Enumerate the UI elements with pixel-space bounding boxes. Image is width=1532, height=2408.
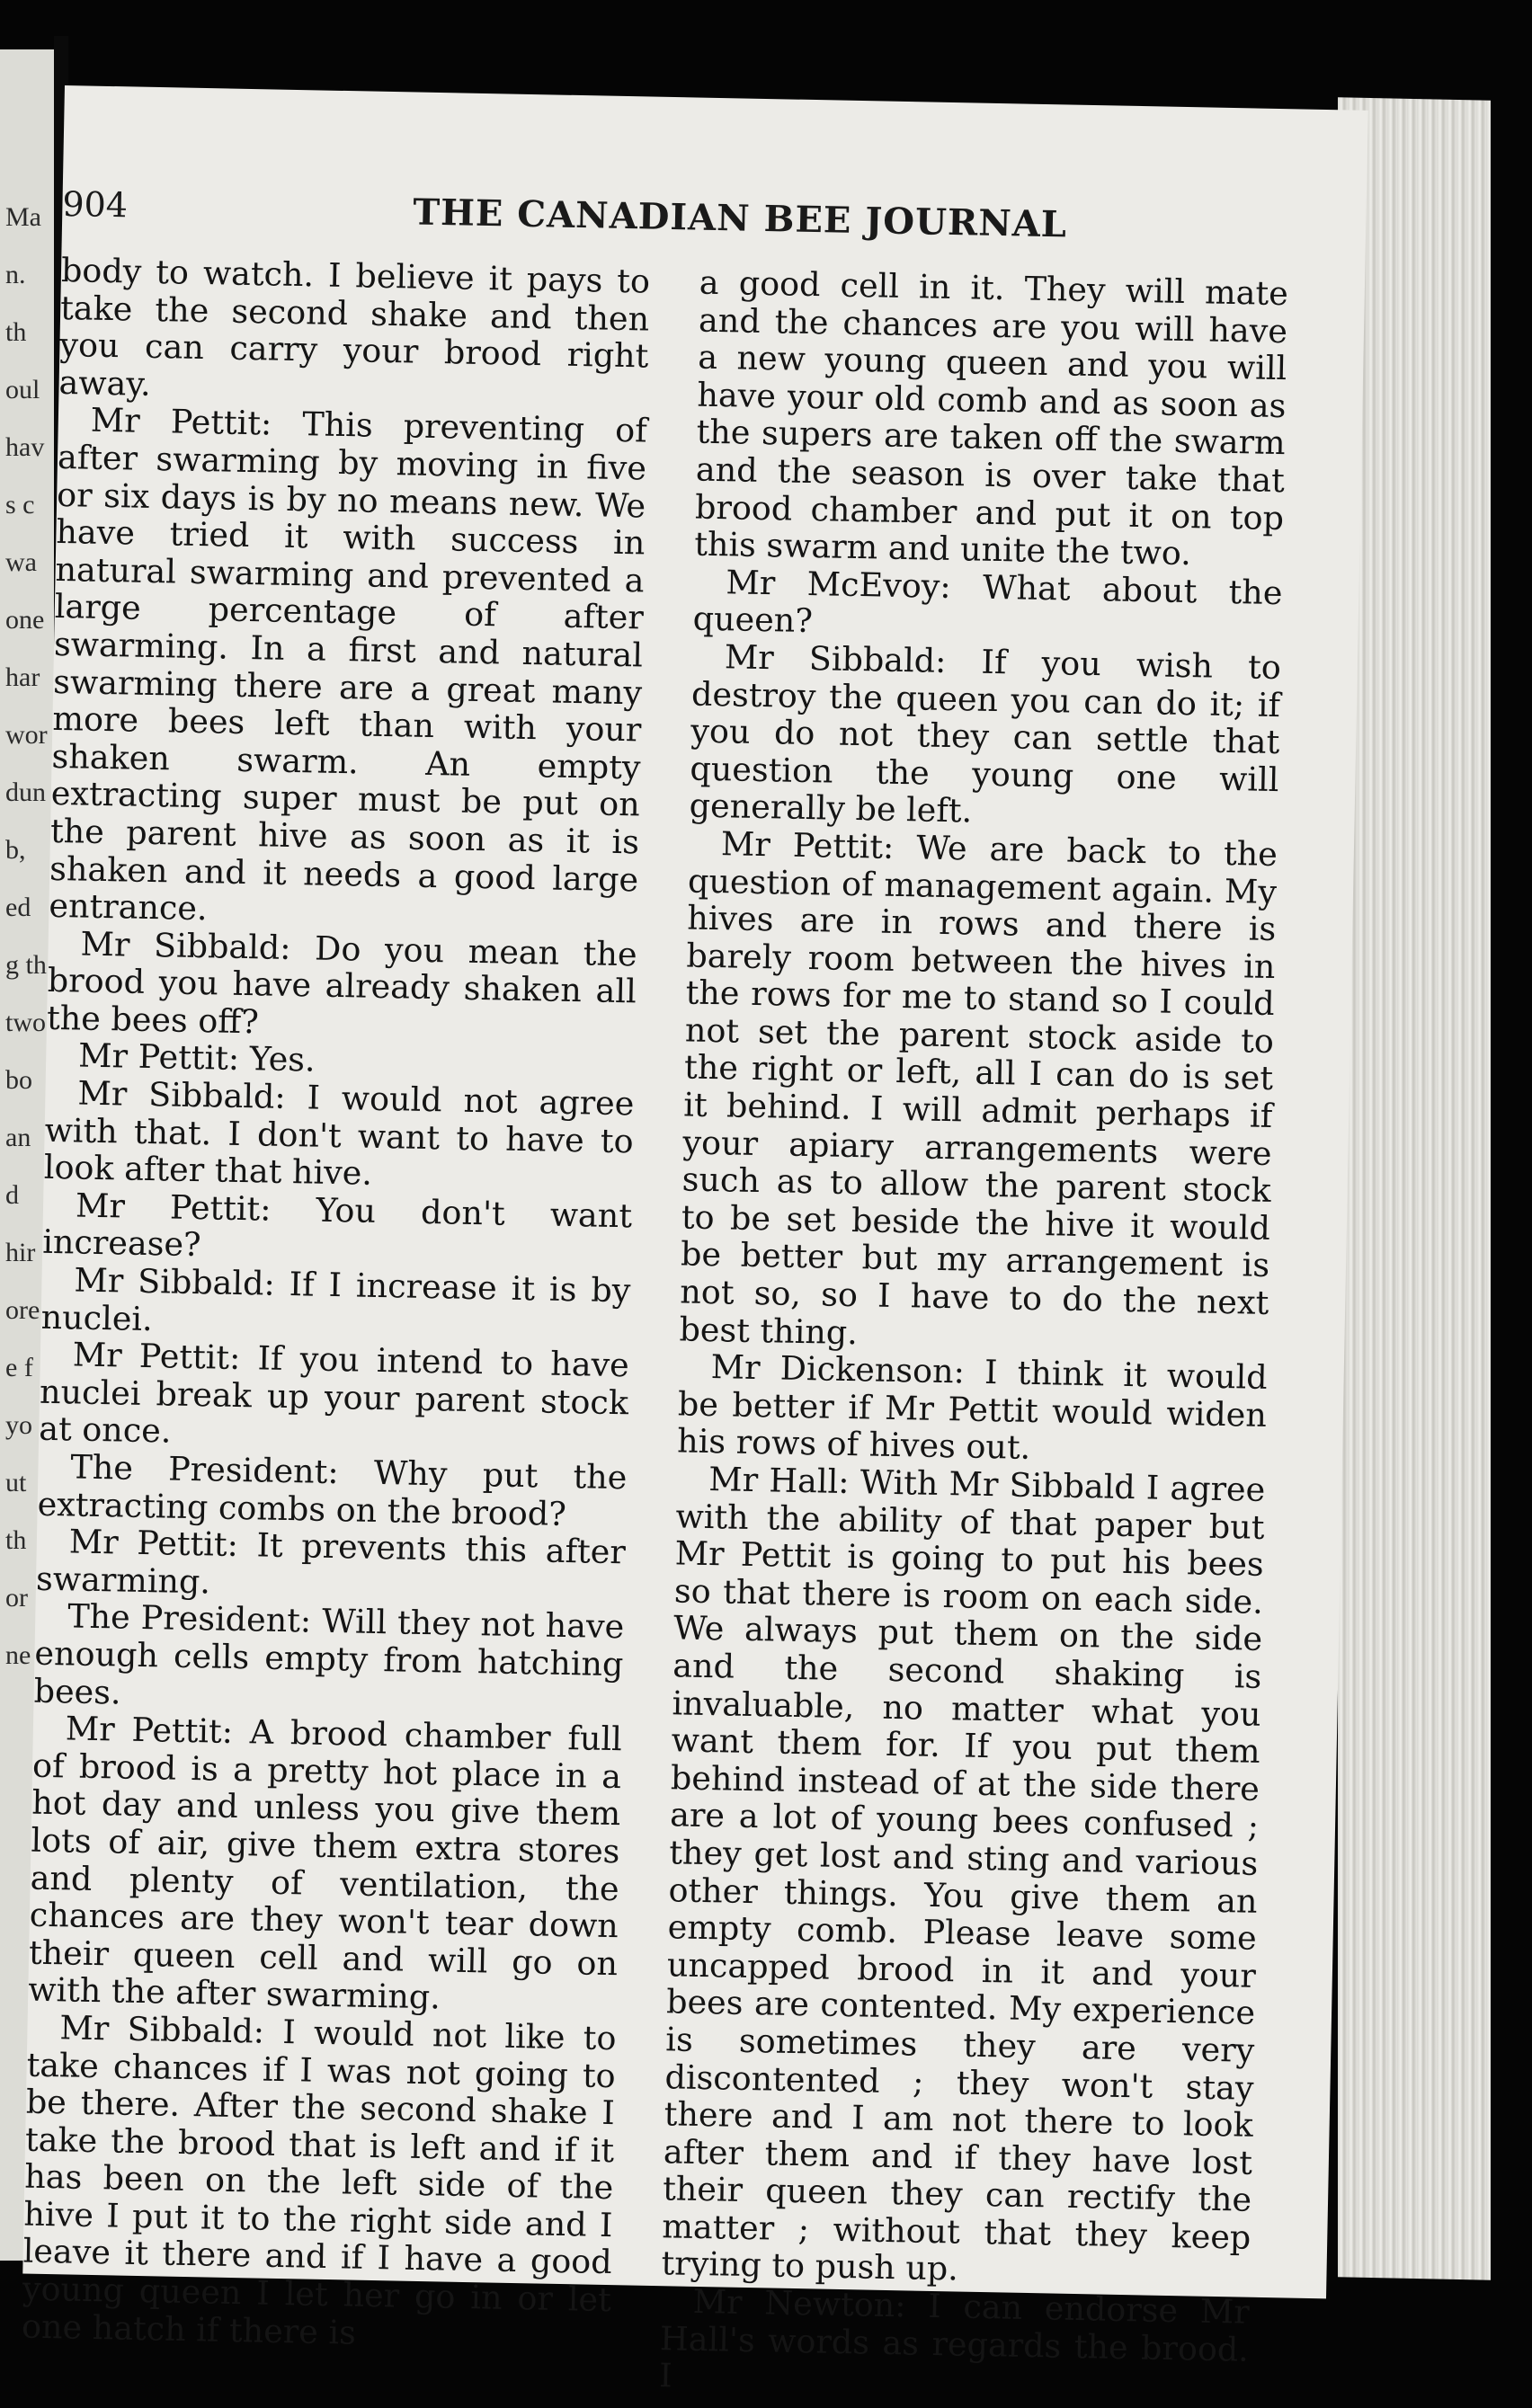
facing-page-fragment: th bbox=[5, 1525, 27, 1555]
facing-page-fragment: ore bbox=[5, 1295, 40, 1325]
facing-page-fragment: e f bbox=[5, 1353, 33, 1382]
facing-page-fragment: hir bbox=[5, 1238, 36, 1267]
facing-page-fragment: Ma bbox=[5, 202, 41, 232]
facing-page-fragment: ne bbox=[5, 1640, 31, 1670]
paragraph: Mr Sibbald: I would not agree with that. I don't want to have to look after that hive. bbox=[43, 1073, 635, 1194]
paragraph: body to watch. I believe it pays to take the second shake and then you can carry your brood right away. bbox=[58, 250, 651, 404]
paragraph: Mr Hall: With Mr Sibbald I agree with the ability of that paper but Mr Pettit is going to put his bees so that there is room on each side. We always put them on the side and the second shaking is invaluable, no matter what you want them for. If you put them behind instead of at the side there are a lot of young bees confused ; they get lost and sting and various other things. You give them an empty comb. Please leave some uncapped brood in it and your bees are contented. My experience is sometimes they are very discontented ; they won't stay there and I am not there to look after them and if they have lost their queen they can rectify the matter ; without that they keep trying to push up. bbox=[661, 1460, 1266, 2288]
facing-page-fragment: wor bbox=[5, 720, 48, 750]
running-title: THE CANADIAN BEE JOURNAL bbox=[412, 191, 1068, 246]
facing-page-fragment: dun bbox=[5, 777, 46, 807]
facing-page-fragment: yo bbox=[5, 1410, 32, 1440]
facing-page-fragment: hav bbox=[5, 432, 45, 462]
left-column bbox=[22, 252, 651, 2356]
facing-page-fragment: g th bbox=[5, 950, 47, 980]
facing-page-fragment: bo bbox=[5, 1065, 32, 1095]
paragraph: Mr Pettit: It prevents this after swarming. bbox=[35, 1522, 627, 1602]
facing-page-fragment: har bbox=[5, 662, 40, 692]
paragraph: Mr Sibbald: If I increase it is by nuclei. bbox=[40, 1260, 631, 1338]
paragraph: Mr Pettit: You don't want increase? bbox=[41, 1186, 633, 1265]
paragraph: Mr Pettit: This preventing of after swarming by moving in five or six days is by no means new. We have tried it with success in natural swarming and prevented a large percentage of after swarming. In a first and natural swarming there are a great many more bees left than with your shaken swarm. An empty extracting super must be put on the parent hive as soon as it is shaken and it needs a good large entrance. bbox=[49, 401, 648, 929]
facing-page-fragment: n. bbox=[5, 260, 26, 289]
paragraph: Mr Dickenson: I think it would be better if Mr Pettit would widen his rows of hives out. bbox=[676, 1347, 1269, 1468]
running-header bbox=[62, 184, 1322, 262]
paragraph: Mr Pettit: We are back to the question of management again. My hives are in rows and there is barely room between the hives in the rows for me to stand so I could not set the parent stock aside to the right or left, all I can do is set it behind. I will admit perhaps if your apiary arrangements were such as to allow the parent stock to be set beside the hive it would be better but my arrangement is not so, so I have to do the next best thing. bbox=[679, 824, 1278, 1352]
facing-page-fragment: ed bbox=[5, 893, 31, 922]
facing-page-fragment: ut bbox=[5, 1468, 27, 1497]
facing-page-fragment: wa bbox=[5, 547, 37, 577]
facing-page-fragment: two bbox=[5, 1008, 46, 1037]
facing-page-fragment: th bbox=[5, 317, 27, 347]
paragraph: Mr Pettit: A brood chamber full of brood is a pretty hot place in a hot day and unless you give them lots of air, give them extra stores and plenty of ventilation, the chances are they won't tear down their queen cell and will go on with the after swarming. bbox=[27, 1709, 623, 2017]
right-column bbox=[659, 264, 1288, 2406]
paragraph: Mr Pettit: If you intend to have nuclei break up your parent stock at once. bbox=[38, 1335, 630, 1451]
facing-page-fragment: s c bbox=[5, 490, 35, 520]
page-number: 904 bbox=[62, 183, 129, 226]
facing-page-fragment: an bbox=[5, 1123, 31, 1152]
facing-page-fragment: b, bbox=[5, 835, 26, 865]
paragraph: Mr Newton: I can endorse Mr Hall's words as regards the brood. I bbox=[658, 2281, 1251, 2395]
facing-page-fragment: oul bbox=[5, 375, 40, 404]
paragraph: Mr Pettit: Yes. bbox=[77, 1035, 316, 1080]
paragraph: The President: Will they not have enough cells empty from hatching bees. bbox=[33, 1596, 625, 1712]
facing-page-fragment: one bbox=[5, 605, 45, 635]
paragraph: Mr McEvoy: What about the queen? bbox=[692, 562, 1283, 641]
paragraph: Mr Sibbald: Do you mean the brood you have already shaken all the bees off? bbox=[46, 924, 637, 1042]
paragraph: a good cell in it. They will mate and the chances are you will have a new young queen and you will have your old comb and as soon as the supers are taken off the swarm and the season is over take that brood chamber and put it on top this swarm and unite the two. bbox=[693, 262, 1289, 573]
paragraph: Mr Sibbald: If you wish to destroy the queen you can do it; if you do not they can settle that question the young one will generally be left. bbox=[689, 637, 1282, 831]
paragraph: The President: Why put the extracting combs on the brood? bbox=[37, 1447, 628, 1533]
journal-page bbox=[21, 85, 1367, 2395]
facing-page-fragment: d bbox=[5, 1180, 19, 1210]
facing-page-fragment: or bbox=[5, 1583, 28, 1613]
paragraph: Mr Sibbald: I would not like to take chances if I was not going to be there. After the second shake I take the brood that is left and if it has been on the left side of the hive I put it to the right side and I leave it there and if I have a good young queen I let her go in or let one hatch if there is bbox=[21, 2008, 617, 2352]
